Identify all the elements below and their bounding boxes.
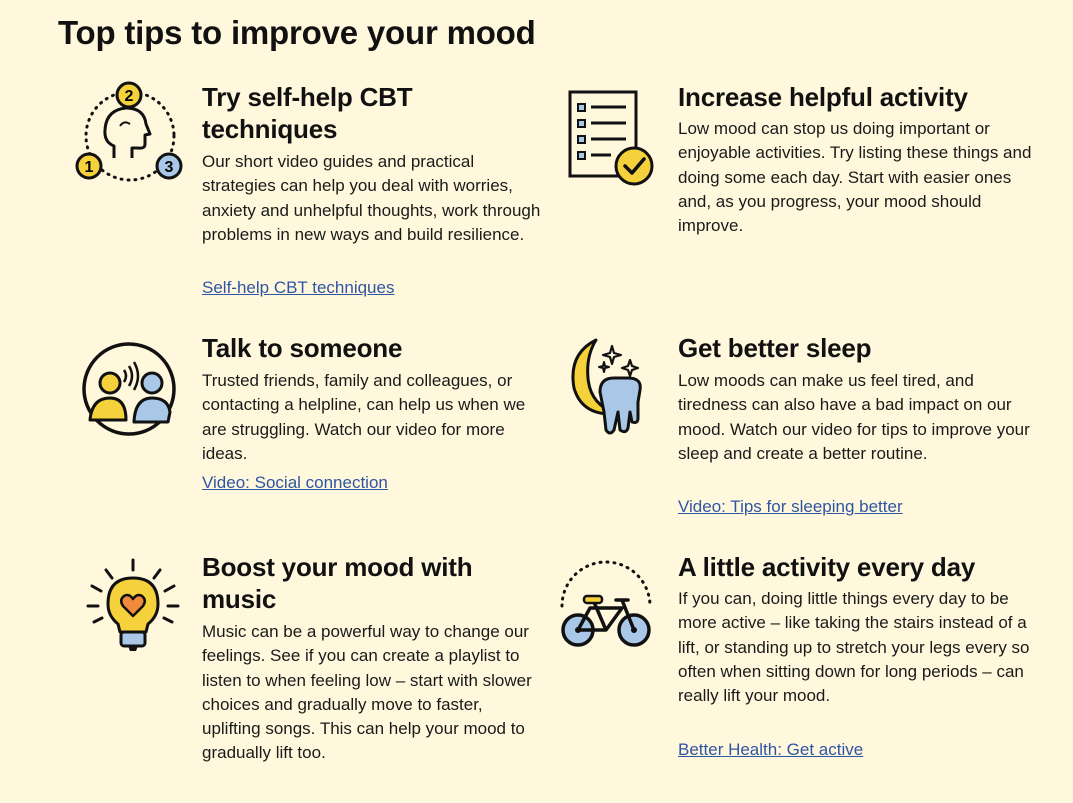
tip-title-daily-activity: A little activity every day <box>678 552 976 582</box>
people-talking-icon <box>80 340 178 438</box>
cbt-steps-icon <box>74 80 186 186</box>
cbt-step-2-label: 2 <box>124 88 134 105</box>
checklist-icon <box>566 88 658 188</box>
tip-body-talk: Trusted friends, family and colleagues, or contacting a helpline, can help us when we are struggling. Watch our video for more ideas. <box>202 371 526 463</box>
sleeping-better-video-link[interactable]: Video: Tips for sleeping better <box>678 497 903 516</box>
bicycle-icon <box>556 556 656 654</box>
get-active-link[interactable]: Better Health: Get active <box>678 740 864 759</box>
moon-sleep-icon <box>566 332 652 438</box>
tip-body-sleep: Low moods can make us feel tired, and tiredness can also have a bad impact on our mood. Watch our video for tips to improve your sleep and create a better routine. <box>678 371 1030 463</box>
tip-title-music: Boost your mood with music <box>202 552 473 614</box>
tip-title-activity: Increase helpful activity <box>678 82 968 112</box>
tip-title-talk: Talk to someone <box>202 333 403 363</box>
self-help-cbt-link[interactable]: Self-help CBT techniques <box>202 278 395 297</box>
cbt-step-1-label: 1 <box>84 159 94 176</box>
tip-body-daily-activity: If you can, doing little things every day to be more active – like taking the stairs instead of a lift, or standing up to stretch your legs every so often when sitting down for long periods – can really lift your mood. <box>678 589 1030 706</box>
social-connection-video-link[interactable]: Video: Social connection <box>202 473 388 492</box>
lightbulb-heart-icon <box>84 558 182 658</box>
cbt-step-3-label: 3 <box>164 159 174 176</box>
page-title: Top tips to improve your mood <box>58 14 536 51</box>
tip-body-cbt: Our short video guides and practical strategies can help you deal with worries, anxiety and unhelpful thoughts, work through problems in new ways and build resilience. <box>202 152 541 244</box>
tip-title-sleep: Get better sleep <box>678 333 872 363</box>
tip-body-music: Music can be a powerful way to change our feelings. See if you can create a playlist to listen to when feeling low – start with slower choices and gradually move to faster, uplifting songs. This can help your mood to gradually lift too. <box>202 622 532 763</box>
tip-title-cbt: Try self-help CBT techniques <box>202 82 413 144</box>
tip-body-activity: Low mood can stop us doing important or enjoyable activities. Try listing these things and doing some each day. Start with easier ones and, as you progress, your mood should improve. <box>678 119 1032 236</box>
